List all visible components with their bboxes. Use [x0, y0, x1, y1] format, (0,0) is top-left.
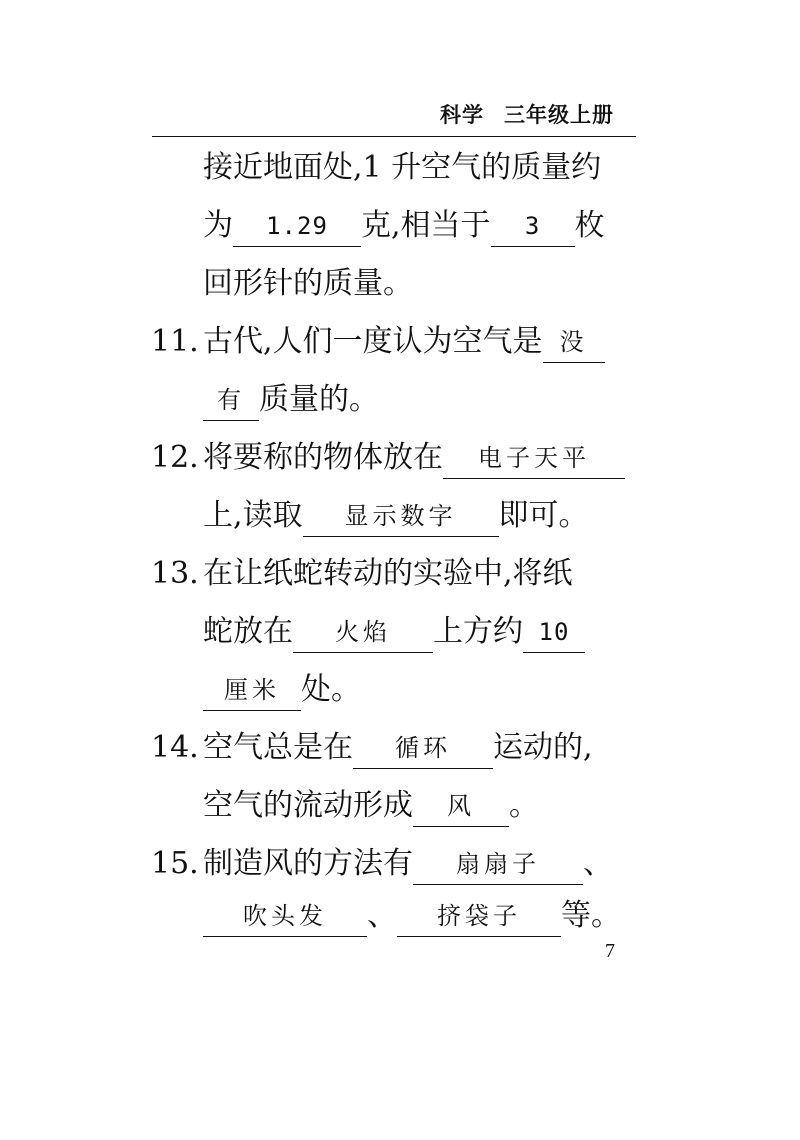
header-subject: 科学 [440, 103, 484, 127]
q13-line2 [203, 612, 585, 652]
q14-text-1a: 空气总是在 [203, 730, 353, 765]
q11-line1 [151, 322, 605, 362]
q15-answer-blank-3: 挤袋子 [397, 896, 561, 937]
q12-text-1: 将要称的物体放在 [203, 440, 443, 475]
q15-text-1a: 制造风的方法有 [203, 846, 413, 881]
q10-answer-blank-1: 1.29 [233, 206, 361, 247]
q10-line2 [203, 206, 605, 246]
q15-answer-blank-1: 扇扇子 [413, 844, 583, 885]
q13-text-2a: 蛇放在 [203, 614, 293, 649]
q14-line2 [203, 786, 539, 826]
page-number: 7 [605, 940, 615, 962]
header-rule [152, 136, 636, 137]
q14-line1 [151, 728, 593, 768]
q14-text-2b: 。 [509, 788, 539, 823]
q11-number: 11. [151, 324, 199, 359]
q14-text-1b: 运动的, [493, 730, 593, 765]
header-grade: 三年级上册 [504, 103, 614, 127]
q10-text-1: 接近地面处,1 升空气的质量约 [203, 150, 602, 185]
q10-line3 [203, 264, 413, 304]
q13-answer-blank-2-part2: 厘米 [203, 670, 301, 711]
q15-answer-blank-2: 吹头发 [203, 896, 367, 937]
q12-line1 [151, 438, 625, 478]
running-header [440, 99, 614, 129]
q10-text-2c: 枚 [574, 208, 605, 243]
q14-number: 14. [151, 730, 199, 765]
q13-text-2b: 上方约 [433, 614, 523, 649]
q11-line2 [203, 380, 379, 420]
q15-text-1b: 、 [583, 846, 613, 881]
q15-number: 15. [151, 846, 199, 881]
q12-text-2b: 即可。 [498, 498, 589, 533]
q14-answer-blank-1: 循环 [353, 728, 493, 769]
q10-text-2b: 克,相当于 [361, 208, 491, 243]
q11-text-1: 古代,人们一度认为空气是 [203, 324, 543, 359]
q10-text-3: 回形针的质量。 [203, 266, 413, 301]
q13-number: 13. [151, 556, 199, 591]
q13-text-1: 在让纸蛇转动的实验中,将纸 [203, 556, 573, 591]
q10-line1 [203, 148, 601, 188]
q15-text-2: 等。 [561, 898, 621, 933]
q14-text-2a: 空气的流动形成 [203, 788, 413, 823]
q11-text-2: 质量的。 [259, 382, 379, 417]
q15-line1 [151, 844, 613, 884]
q11-answer-blank-part1: 没 [543, 322, 605, 363]
q12-answer-blank-1: 电子天平 [443, 438, 625, 479]
q13-line1 [151, 554, 573, 594]
q15-line2 [203, 896, 621, 936]
q12-line2 [203, 496, 589, 536]
q12-answer-blank-2: 显示数字 [303, 496, 499, 537]
q13-answer-blank-2-part1: 10 [523, 612, 585, 653]
q13-answer-blank-1: 火焰 [293, 612, 433, 653]
q10-answer-blank-2: 3 [491, 206, 575, 247]
q14-answer-blank-2: 风 [413, 786, 509, 827]
q13-text-3: 处。 [301, 672, 361, 707]
q11-answer-blank-part2: 有 [203, 380, 259, 421]
q12-text-2a: 上,读取 [203, 498, 303, 533]
q15-separator: 、 [367, 898, 397, 933]
q12-number: 12. [151, 440, 199, 475]
q10-text-2a: 为 [203, 208, 233, 243]
q13-line3 [203, 670, 361, 710]
